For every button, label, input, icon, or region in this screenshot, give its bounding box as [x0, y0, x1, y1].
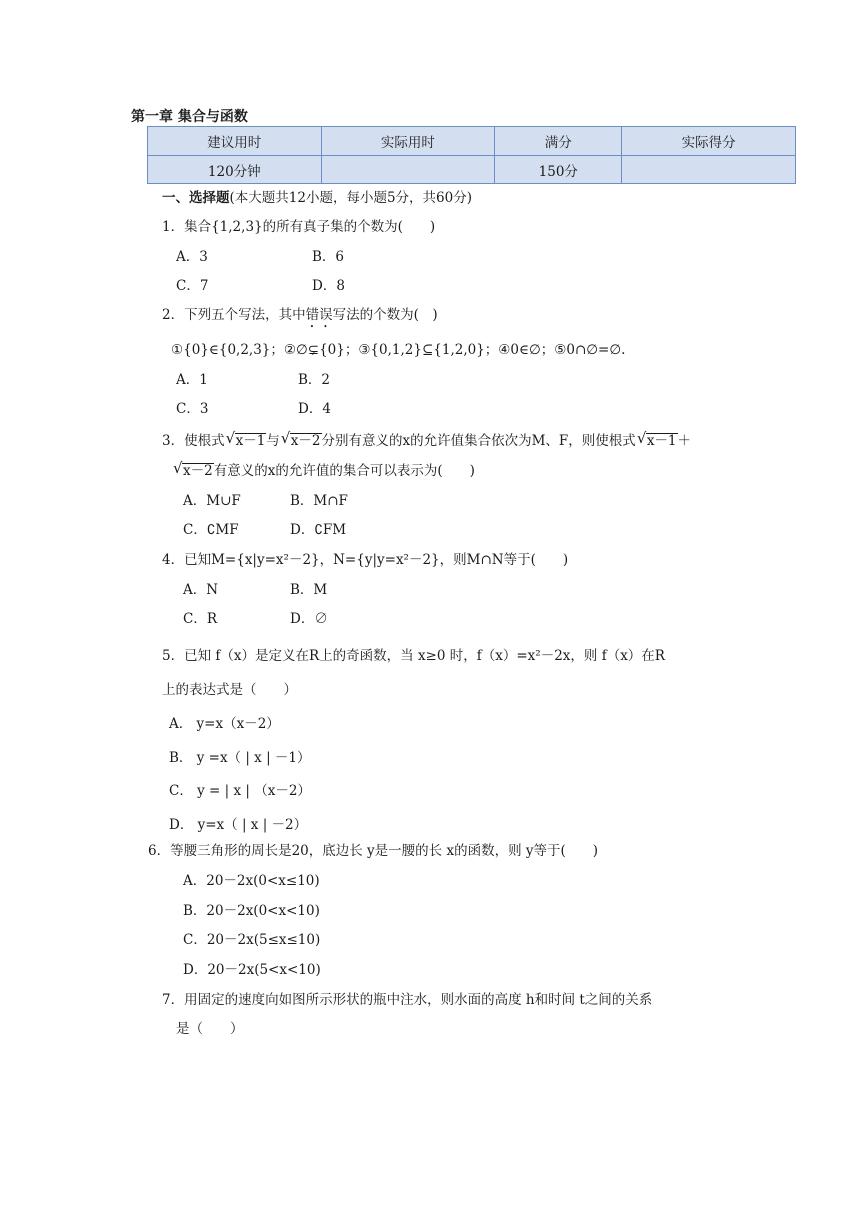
value-actual-time [321, 156, 495, 184]
value-actual-score [622, 156, 796, 184]
q3-text-3: 分别有意义的x的允许值集合依次为M、F，则使根式 [321, 433, 636, 449]
q3-text-2: 与 [266, 433, 280, 449]
q3-option-a: A．M∪F [183, 493, 241, 509]
q4-option-c: C．R [183, 611, 217, 627]
q2-stem-post: 写法的个数为( ) [332, 307, 438, 323]
q3-line2 [172, 462, 475, 480]
q2-option-b: B．2 [298, 372, 331, 388]
chapter-title: 第一章 集合与函数 [131, 109, 248, 125]
q5-option-a: A． y=x（x－2） [169, 716, 280, 732]
section-note: (本大题共12小题，每小题5分，共60分) [229, 190, 472, 206]
q2-option-d: D．4 [298, 401, 331, 417]
table-row [148, 156, 796, 184]
q3-radical-1: √ x－1 [235, 433, 267, 449]
q2-option-a: A．1 [176, 372, 208, 388]
q6-stem: 6．等腰三角形的周长是20，底边长 y是一腰的长 x的函数，则 y等于( ) [148, 843, 599, 859]
q6-option-a: A．20－2x(0<x≤10) [183, 873, 320, 889]
table-row [148, 127, 796, 156]
q3-option-b: B．M∩F [290, 493, 348, 509]
q1-option-c: C．7 [176, 278, 209, 294]
q2-stem [162, 306, 438, 331]
q6-option-b: B．20－2x(0<x<10) [183, 903, 320, 919]
q3-text-5: 有意义的x的允许值的集合可以表示为( ) [213, 463, 475, 479]
q5-line1: 5．已知 f（x）是定义在R上的奇函数，当 x≥0 时，f（x）=x²－2x，则 f（x）在R [162, 648, 665, 664]
header-suggested-time: 建议用时 [148, 127, 322, 156]
section-heading [162, 189, 472, 207]
header-actual-time: 实际用时 [321, 127, 495, 156]
q3-option-c: C．∁MF [183, 522, 239, 538]
score-table [147, 126, 796, 184]
q6-option-c: C．20－2x(5≤x≤10) [183, 932, 321, 948]
header-full-score: 满分 [495, 127, 622, 156]
q2-stem-emph: 错误 [305, 307, 333, 323]
q7-line1: 7．用固定的速度向如图所示形状的瓶中注水，则水面的高度 h和时间 t之间的关系 [162, 992, 653, 1008]
q4-stem: 4．已知M={x|y=x²－2}，N={y|y=x²－2}，则M∩N等于( ) [162, 552, 569, 568]
q3-radical-3: √ x－1 [646, 433, 678, 449]
q2-stem-pre: 2．下列五个写法，其中 [162, 307, 306, 323]
value-full-score: 150分 [495, 156, 622, 184]
q5-line2: 上的表达式是（ ） [162, 682, 297, 698]
section-label: 一、选择题 [162, 190, 230, 206]
q4-option-a: A．N [183, 582, 219, 598]
q3-text-1: 3．使根式 [162, 433, 225, 449]
value-suggested-time: 120分钟 [148, 156, 322, 184]
q5-option-c: C． y = | x | （x－2） [169, 783, 311, 799]
q3-text-4: ＋ [677, 433, 692, 449]
q1-option-b: B．6 [312, 249, 345, 265]
q2-option-c: C．3 [176, 401, 209, 417]
q3-radical-4: √ x－2 [182, 463, 214, 479]
q3-radical-2: √ x－2 [290, 433, 322, 449]
q4-option-b: B．M [290, 582, 328, 598]
q4-option-d: D．∅ [290, 611, 328, 627]
q3-option-d: D．∁FM [290, 522, 347, 538]
q6-option-d: D．20－2x(5<x<10) [183, 962, 321, 978]
q1-option-d: D．8 [312, 278, 345, 294]
q5-option-b: B． y =x（ | x | －1） [169, 750, 311, 766]
q5-option-d: D． y=x（ | x | －2） [169, 817, 308, 833]
q1-option-a: A．3 [176, 249, 208, 265]
q2-items: ①{0}∈{0,2,3}；②∅⊊{0}；③{0,1,2}⊆{1,2,0}；④0∈∅；⑤0∩∅=∅. [171, 342, 626, 358]
q1-stem: 1．集合{1,2,3}的所有真子集的个数为( ) [162, 219, 436, 235]
header-actual-score: 实际得分 [622, 127, 796, 156]
q3-line1 [162, 432, 691, 450]
q7-line2: 是（ ） [176, 1021, 244, 1037]
